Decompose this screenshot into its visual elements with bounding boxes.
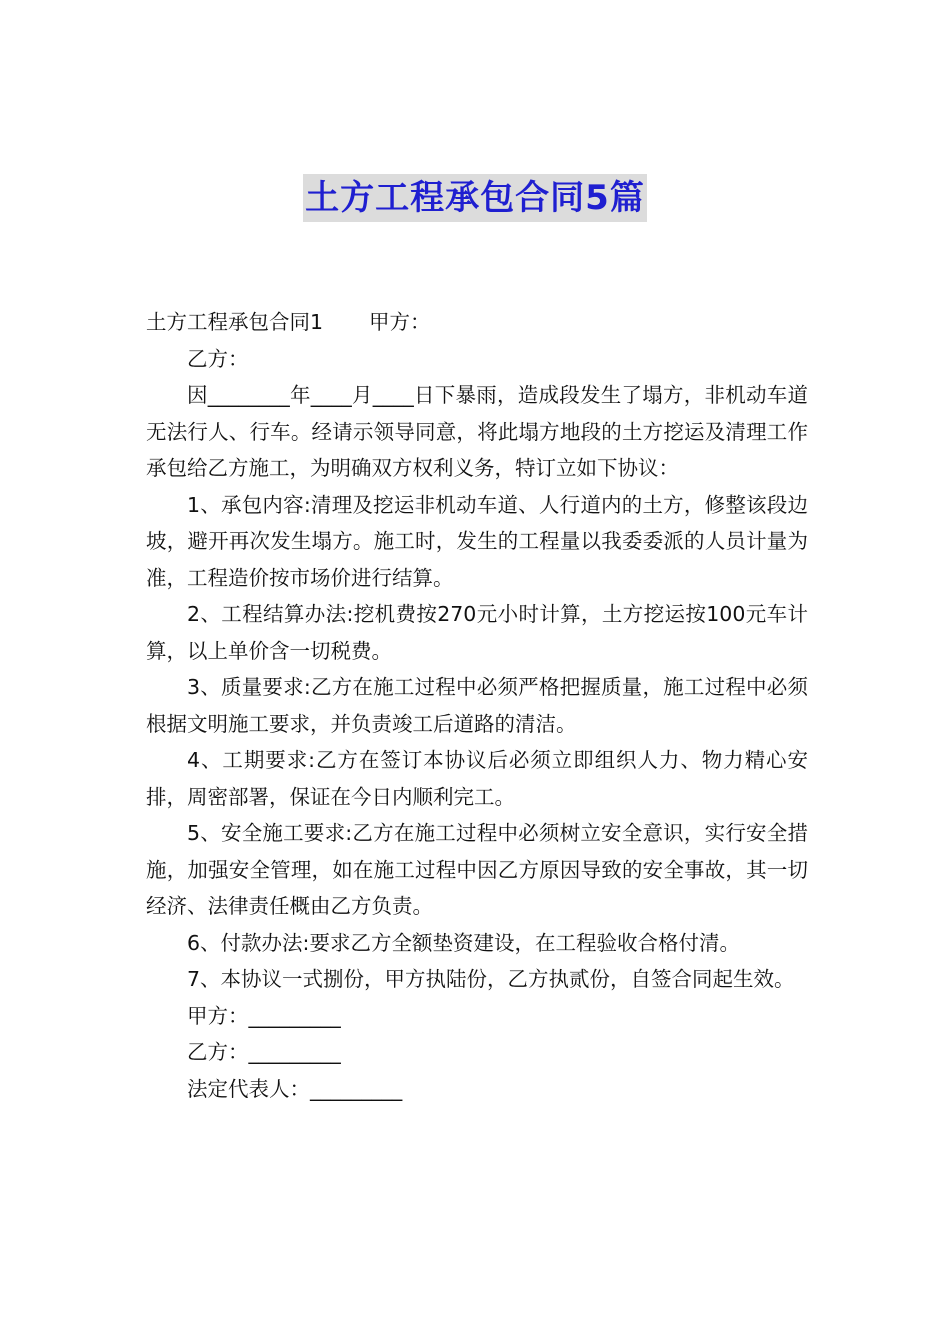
clause-7: 7、本协议一式捌份，甲方执陆份，乙方执贰份，自签合同起生效。 xyxy=(187,967,795,991)
intro-paragraph: 因________年____月____日下暴雨，造成段发生了塌方，非机动车道无法行人、行车。经请示领导同意，将此塌方地段的土方挖运及清理工作承包给乙方施工，为明确双方权利义务，特订立如下协议： xyxy=(146,383,808,480)
clause-4: 4、工期要求:乙方在签订本协议后必须立即组织人力、物力精心安排，周密部署，保证在今日内顺利完工。 xyxy=(146,748,808,809)
contract-heading: 土方工程承包合同1 xyxy=(146,310,324,334)
clause-1: 1、承包内容:清理及挖运非机动车道、人行道内的土方，修整该段边坡，避开再次发生塌方。施工时，发生的工程量以我委委派的人员计量为准，工程造价按市场价进行结算。 xyxy=(146,492,808,590)
clause-2: 2、工程结算办法:挖机费按270元小时计算，土方挖运按100元车计算，以上单价含一切税费。 xyxy=(146,602,808,663)
document-body xyxy=(146,304,808,1107)
document-title: 土方工程承包合同5篇 xyxy=(303,174,647,222)
clause-6: 6、付款办法:要求乙方全额垫资建设，在工程验收合格付清。 xyxy=(187,930,740,955)
signature-party-b: 乙方：_________ xyxy=(187,1040,341,1064)
party-b-line: 乙方： xyxy=(187,346,249,371)
document-title-container xyxy=(0,174,950,222)
signature-party-a: 甲方：_________ xyxy=(187,1003,341,1028)
clause-5: 5、安全施工要求:乙方在施工过程中必须树立安全意识，实行安全措施，加强安全管理，如在施工过程中因乙方原因导致的安全事故，其一切经济、法律责任概由乙方负责。 xyxy=(146,821,808,918)
party-a-label: 甲方： xyxy=(369,310,431,334)
clause-3: 3、质量要求:乙方在施工过程中必须严格把握质量，施工过程中必须根据文明施工要求，并负责竣工后道路的清洁。 xyxy=(146,675,808,736)
signature-legal-representative: 法定代表人：_________ xyxy=(187,1076,403,1101)
contract-heading-line xyxy=(146,304,808,341)
